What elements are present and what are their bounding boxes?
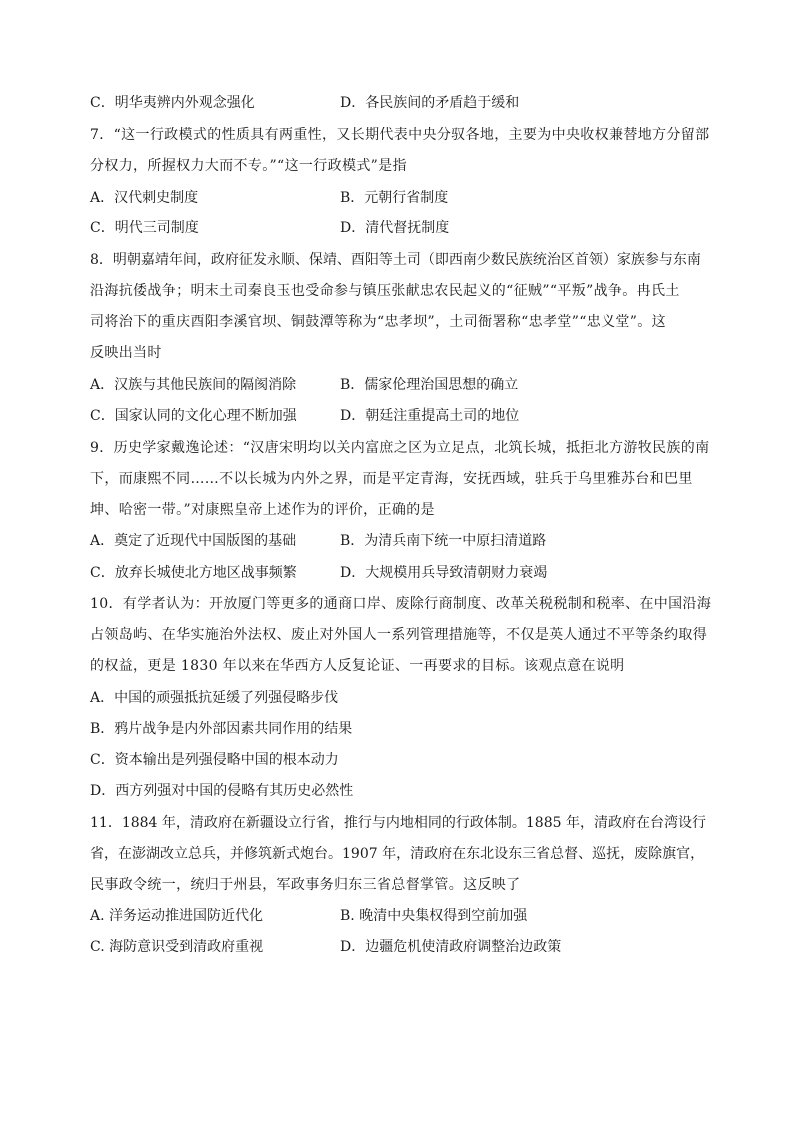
- q6-option-c: C．明华夷辨内外观念强化: [90, 95, 255, 111]
- q10-option-c: C．资本输出是列强侵略中国的根本动力: [90, 752, 339, 768]
- q11-stem-line-2: 省，在澎湖改立总兵，并修筑新式炮台。1907 年，清政府在东北设东三省总督、巡抚，废除旗官，: [90, 846, 705, 862]
- q9-stem-line-1: 9．历史学家戴逸论述：“汉唐宋明均以关内富庶之区为立足点，北筑长城，抵拒北方游牧民族的南: [90, 440, 710, 456]
- q7-option-b: B．元朝行省制度: [340, 190, 449, 206]
- q11-option-b: B. 晚清中央集权得到空前加强: [340, 908, 528, 924]
- q9-option-d: D．大规模用兵导致清朝财力衰竭: [340, 565, 548, 581]
- q7-option-c: C．明代三司制度: [90, 220, 199, 236]
- q11-stem-line-3: 民事政令统一，统归于州县，军政事务归东三省总督掌管。这反映了: [90, 877, 521, 893]
- q11-option-c: C. 海防意识受到清政府重视: [90, 939, 264, 955]
- q10-option-d: D．西方列强对中国的侵略有其历史必然性: [90, 783, 354, 799]
- q9-option-b: B．为清兵南下统一中原扫清道路: [340, 533, 547, 549]
- q10-stem-line-1: 10．有学者认为：开放厦门等更多的通商口岸、废除行商制度、改革关税税制和税率、在中国沿海: [90, 596, 712, 612]
- q8-stem-line-1: 8．明朝嘉靖年间，政府征发永顺、保靖、酉阳等土司（即西南少数民族统治区首领）家族参与东南: [90, 252, 701, 268]
- q9-option-c: C．放弃长城使北方地区战事频繁: [90, 565, 297, 581]
- q6-option-d: D．各民族间的矛盾趋于缓和: [340, 95, 520, 111]
- q8-option-d: D．朝廷注重提高土司的地位: [340, 408, 520, 424]
- q9-option-a: A．奠定了近现代中国版图的基础: [90, 533, 297, 549]
- q11-option-d: D．边疆危机使清政府调整治边政策: [340, 939, 562, 955]
- q7-option-d: D．清代督抚制度: [340, 220, 450, 236]
- q10-option-a: A．中国的顽强抵抗延缓了列强侵略步伐: [90, 690, 339, 706]
- q11-option-a: A. 洋务运动推进国防近代化: [90, 908, 264, 924]
- q8-stem-line-4: 反映出当时: [90, 345, 162, 361]
- q7-stem-line-2: 分权力，所握权力大而不专。”“这一行政模式”是指: [90, 158, 407, 174]
- q10-stem-line-3: 的权益，更是 1830 年以来在华西方人反复论证、一再要求的目标。该观点意在说明: [90, 658, 625, 674]
- q8-option-a: A．汉族与其他民族间的隔阂消除: [90, 377, 297, 393]
- q8-stem-line-2: 沿海抗倭战争；明末土司秦良玉也受命参与镇压张献忠农民起义的“征贼”“平叛”战争。冉氏土: [90, 283, 680, 299]
- q8-stem-line-3: 司将治下的重庆酉阳李溪官坝、铜鼓潭等称为“忠孝坝”，土司衙署称“忠孝堂”“忠义堂”。这: [90, 314, 666, 330]
- q8-option-c: C．国家认同的文化心理不断加强: [90, 408, 297, 424]
- q10-stem-line-2: 占领岛屿、在华实施治外法权、废止对外国人一系列管理措施等，不仅是英人通过不平等条约取得: [90, 627, 708, 643]
- q9-stem-line-2: 下，而康熙不同……不以长城为内外之界，而是平定青海，安抚西域，驻兵于乌里雅苏台和巴里: [90, 471, 693, 487]
- q9-stem-line-3: 坤、哈密一带。”对康熙皇帝上述作为的评价，正确的是: [90, 502, 435, 518]
- q7-stem-line-1: 7．“这一行政模式的性质具有两重性，又长期代表中央分驭各地，主要为中央收权兼替地方分留部: [90, 127, 710, 143]
- q8-option-b: B．儒家伦理治国思想的确立: [340, 377, 519, 393]
- q10-option-b: B．鸦片战争是内外部因素共同作用的结果: [90, 721, 353, 737]
- q7-option-a: A．汉代刺史制度: [90, 190, 199, 206]
- q11-stem-line-1: 11．1884 年，清政府在新疆设立行省，推行与内地相同的行政体制。1885 年，清政府在台湾设行: [90, 815, 706, 831]
